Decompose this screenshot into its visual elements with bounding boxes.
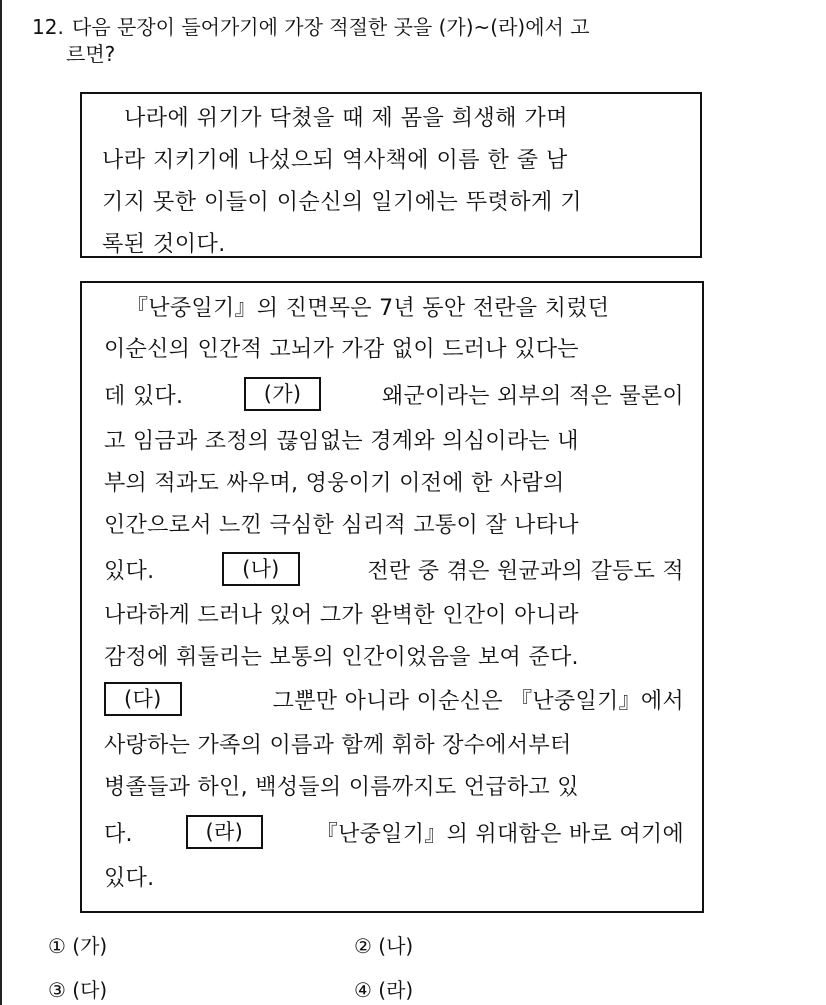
option-2[interactable]: ② (나) — [354, 934, 414, 958]
passage-line-14: 있다. — [104, 866, 155, 891]
insert-line-4: 록된 것이다. — [102, 232, 226, 257]
question-line-1 — [32, 14, 792, 41]
passage-box — [80, 281, 704, 913]
option-3[interactable]: ③ (다) — [48, 978, 108, 1002]
passage-line-12: 병졸들과 하인, 백성들의 이름까지도 언급하고 있 — [104, 775, 579, 800]
question-number: 12. — [32, 15, 64, 39]
passage-line-5: 부의 적과도 싸우며, 영웅이기 이전에 한 사람의 — [104, 471, 565, 496]
passage-line-6: 인간으로서 느낀 극심한 심리적 고통이 잘 나타나 — [104, 513, 579, 538]
passage-line-2: 이순신의 인간적 고뇌가 가감 없이 드러나 있다는 — [104, 337, 579, 362]
insert-line-3: 기지 못한 이들이 이순신의 일기에는 뚜렷하게 기 — [102, 190, 583, 215]
marker-na: (나) — [222, 552, 300, 586]
passage-line-7: 있다. (나) 전란 중 겪은 원균과의 갈등도 적 — [104, 552, 684, 586]
page-left-border — [0, 0, 2, 1005]
option-4[interactable]: ④ (라) — [354, 978, 414, 1002]
marker-ra: (라) — [186, 815, 264, 849]
insert-sentence-box — [80, 92, 702, 258]
passage-line-3: 데 있다. (가) 왜군이라는 외부의 적은 물론이 — [104, 377, 684, 411]
marker-da: (다) — [104, 682, 182, 716]
passage-line-9: 감정에 휘둘리는 보통의 인간이었음을 보여 준다. — [104, 645, 579, 670]
question-text-1: 다음 문장이 들어가기에 가장 적절한 곳을 (가)~(라)에서 고 — [72, 15, 590, 39]
passage-line-13: 다. (라) 『난중일기』의 위대함은 바로 여기에 — [104, 815, 684, 849]
insert-line-2: 나라 지키기에 나섰으되 역사책에 이름 한 줄 남 — [102, 148, 568, 173]
question-stem — [32, 14, 792, 68]
passage-line-8: 나라하게 드러나 있어 그가 완벽한 인간이 아니라 — [104, 603, 579, 628]
passage-line-11: 사랑하는 가족의 이름과 함께 휘하 장수에서부터 — [104, 733, 572, 758]
marker-ga: (가) — [244, 377, 322, 411]
passage-line-1: 『난중일기』의 진면목은 7년 동안 전란을 치렀던 — [126, 296, 610, 321]
passage-line-10: (다) 그뿐만 아니라 이순신은 『난중일기』에서 — [104, 682, 684, 716]
option-1[interactable]: ① (가) — [48, 934, 108, 958]
question-text-2: 르면? — [66, 42, 116, 66]
insert-line-1: 나라에 위기가 닥쳤을 때 제 몸을 희생해 가며 — [124, 106, 568, 131]
passage-line-4: 고 임금과 조정의 끊임없는 경계와 의심이라는 내 — [104, 429, 579, 454]
